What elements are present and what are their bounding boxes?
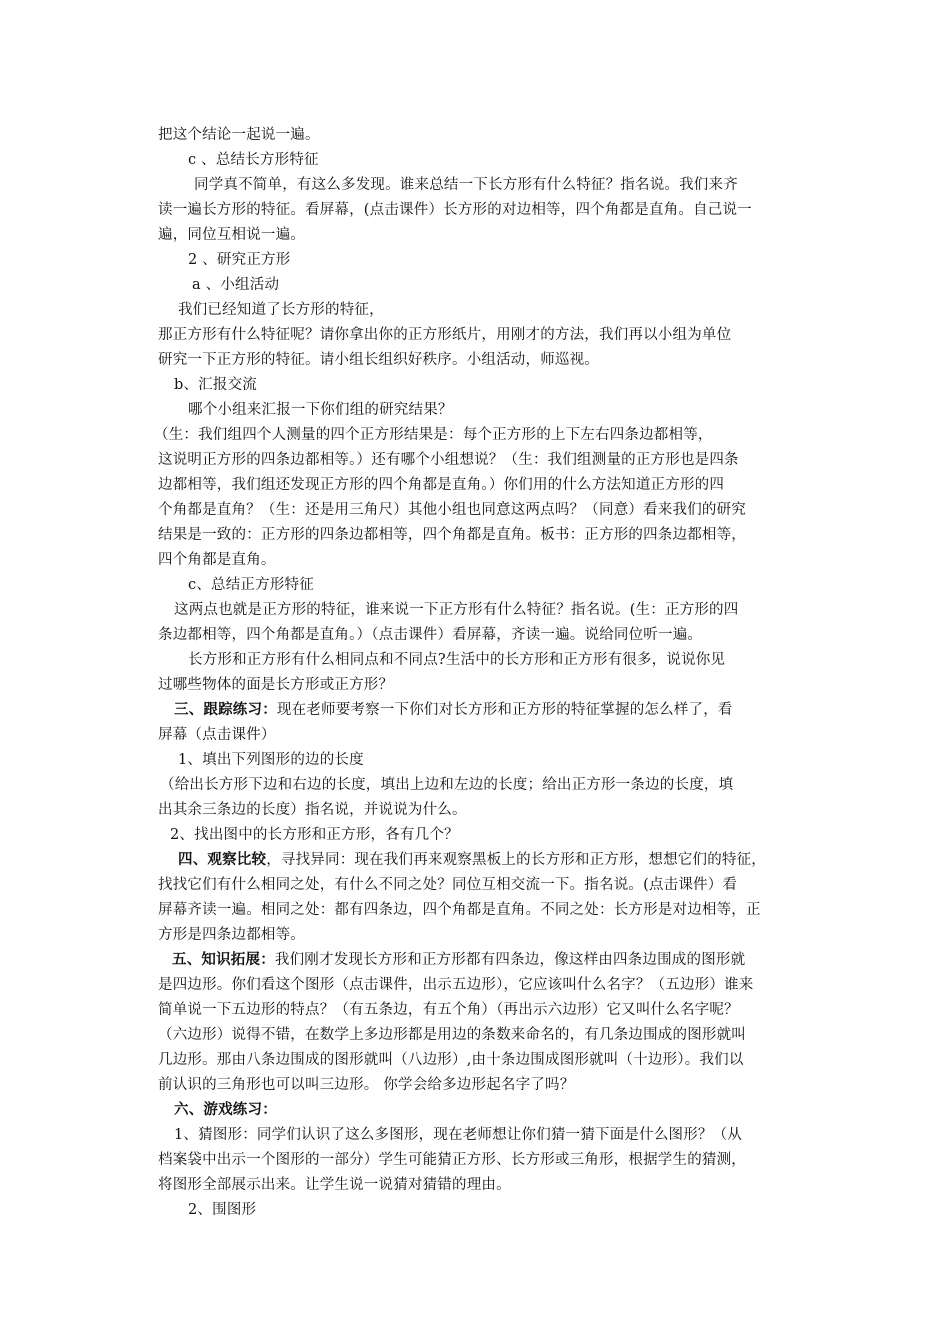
text-line bbox=[158, 978, 808, 993]
text-line bbox=[188, 578, 838, 593]
text-line bbox=[158, 328, 808, 343]
section-heading: 五、知识拓展： bbox=[172, 951, 275, 968]
text-line bbox=[178, 853, 828, 868]
text-line bbox=[174, 1103, 824, 1118]
text-line bbox=[158, 1178, 808, 1193]
text-line bbox=[158, 878, 808, 893]
line-text: （给出长方形下边和右边的长度，填出上边和左边的长度；给出正方形一条边的长度，填 bbox=[160, 777, 734, 793]
line-text: 2、围图形 bbox=[188, 1202, 257, 1218]
text-line bbox=[158, 203, 808, 218]
line-text: （六边形）说得不错，在数学上多边形都是用边的条数来命名的，有几条边围成的图形就叫 bbox=[158, 1027, 746, 1043]
line-text: c 、总结长方形特征 bbox=[188, 152, 319, 168]
line-text: 边都相等，我们组还发现正方形的四个角都是直角。）你们用的什么方法知道正方形的四 bbox=[158, 477, 725, 493]
line-text: （生：我们组四个人测量的四个正方形结果是：每个正方形的上下左右四条边都相等， bbox=[154, 427, 713, 443]
line-text: 1、猜图形：同学们认识了这么多图形，现在老师想让你们猜一猜下面是什么图形？（从 bbox=[174, 1127, 743, 1143]
line-text: 把这个结论一起说一遍。 bbox=[158, 127, 320, 143]
text-line bbox=[170, 828, 820, 843]
text-line bbox=[178, 303, 828, 318]
section-heading: 六、游戏练习： bbox=[174, 1101, 277, 1118]
text-line bbox=[188, 1203, 838, 1218]
line-text: a 、小组活动 bbox=[192, 277, 280, 293]
line-text: 这说明正方形的四条边都相等。）还有哪个小组想说？（生：我们组测量的正方形也是四条 bbox=[158, 452, 739, 468]
line-text: 哪个小组来汇报一下你们组的研究结果？ bbox=[188, 402, 453, 418]
line-text: 屏幕齐读一遍。相同之处：都有四条边，四个角都是直角。不同之处：长方形是对边相等，正 bbox=[158, 902, 761, 918]
line-text: 四个角都是直角。 bbox=[158, 552, 276, 568]
text-line bbox=[158, 553, 808, 568]
line-text: 我们刚才发现长方形和正方形都有四条边，像这样由四条边围成的图形就 bbox=[274, 952, 746, 968]
line-text: 出其余三条边的长度）指名说，并说说为什么。 bbox=[158, 802, 467, 818]
text-line bbox=[158, 528, 808, 543]
line-text: 2 、研究正方形 bbox=[188, 252, 291, 268]
text-line bbox=[158, 453, 808, 468]
text-line bbox=[158, 628, 808, 643]
text-line bbox=[174, 1128, 824, 1143]
text-line bbox=[158, 728, 808, 743]
line-text: 条边都相等，四个角都是直角。）（点击课件）看屏幕，齐读一遍。说给同位听一遍。 bbox=[158, 627, 703, 643]
line-text: ，寻找异同：现在我们再来观察黑板上的长方形和正方形，想想它们的特征， bbox=[266, 852, 766, 868]
text-line bbox=[188, 653, 838, 668]
text-line bbox=[158, 128, 808, 143]
line-text: 结果是一致的：正方形的四条边都相等，四个角都是直角。板书：正方形的四条边都相等， bbox=[158, 527, 746, 543]
text-line bbox=[188, 403, 838, 418]
text-line bbox=[158, 228, 808, 243]
text-line bbox=[192, 278, 842, 293]
line-text: 那正方形有什么特征呢？请你拿出你的正方形纸片，用刚才的方法，我们再以小组为单位 bbox=[158, 327, 732, 343]
text-line bbox=[158, 803, 808, 818]
line-text: 2、找出图中的长方形和正方形，各有几个？ bbox=[170, 827, 459, 843]
line-text: 方形是四条边都相等。 bbox=[158, 927, 305, 943]
line-text: 遍，同位互相说一遍。 bbox=[158, 227, 305, 243]
text-line bbox=[174, 603, 824, 618]
text-line bbox=[178, 753, 828, 768]
line-text: 长方形和正方形有什么相同点和不同点?生活中的长方形和正方形有很多，说说你见 bbox=[188, 652, 726, 668]
line-text: 简单说一下五边形的特点？（有五条边，有五个角）（再出示六边形）它又叫什么名字呢？ bbox=[158, 1002, 739, 1018]
text-line bbox=[158, 1028, 808, 1043]
text-line bbox=[160, 778, 810, 793]
text-line bbox=[158, 478, 808, 493]
line-text: 读一遍长方形的特征。看屏幕，(点击课件）长方形的对边相等，四个角都是直角。自己说一 bbox=[158, 202, 752, 218]
line-text: 档案袋中出示一个图形的一部分）学生可能猜正方形、长方形或三角形，根据学生的猜测， bbox=[158, 1152, 746, 1168]
text-line bbox=[172, 953, 822, 968]
line-text: 是四边形。你们看这个图形（点击课件，出示五边形），它应该叫什么名字？（五边形）谁来 bbox=[158, 977, 754, 993]
line-text: 同学真不简单，有这么多发现。谁来总结一下长方形有什么特征？指名说。我们来齐 bbox=[194, 177, 738, 193]
line-text: 过哪些物体的面是长方形或正方形？ bbox=[158, 677, 394, 693]
section-heading: 三、跟踪练习： bbox=[174, 701, 277, 718]
text-line bbox=[158, 1078, 808, 1093]
line-text: 这两点也就是正方形的特征，谁来说一下正方形有什么特征？指名说。(生：正方形的四 bbox=[174, 602, 739, 618]
text-line bbox=[188, 153, 838, 168]
text-line bbox=[158, 1153, 808, 1168]
line-text: c、总结正方形特征 bbox=[188, 577, 314, 593]
text-line bbox=[154, 428, 804, 443]
text-line bbox=[158, 1003, 808, 1018]
line-text: 研究一下正方形的特征。请小组长组织好秩序。小组活动，师巡视。 bbox=[158, 352, 599, 368]
text-line bbox=[158, 903, 808, 918]
line-text: b、汇报交流 bbox=[174, 377, 257, 393]
line-text: 前认识的三角形也可以叫三边形。 你学会给多边形起名字了吗？ bbox=[158, 1077, 575, 1093]
text-line bbox=[194, 178, 844, 193]
line-text: 将图形全部展示出来。让学生说一说猜对猜错的理由。 bbox=[158, 1177, 511, 1193]
line-text: 找找它们有什么相同之处，有什么不同之处？同位互相交流一下。指名说。(点击课件）看 bbox=[158, 877, 738, 893]
text-line bbox=[158, 928, 808, 943]
text-line bbox=[158, 678, 808, 693]
text-line bbox=[158, 353, 808, 368]
line-text: 现在老师要考察一下你们对长方形和正方形的特征掌握的怎么样了，看 bbox=[276, 702, 733, 718]
section-heading: 四、观察比较 bbox=[178, 851, 267, 868]
line-text: 屏幕（点击课件） bbox=[158, 727, 276, 743]
text-line bbox=[158, 1053, 808, 1068]
text-line bbox=[158, 503, 808, 518]
text-line bbox=[174, 703, 824, 718]
text-line bbox=[174, 378, 824, 393]
line-text: 我们已经知道了长方形的特征， bbox=[178, 302, 384, 318]
line-text: 1、填出下列图形的边的长度 bbox=[178, 752, 364, 768]
line-text: 几边形。那由八条边围成的图形就叫（八边形）,由十条边围成图形就叫（十边形）。我们以 bbox=[158, 1052, 744, 1068]
text-line bbox=[188, 253, 838, 268]
line-text: 个角都是直角？（生：还是用三角尺）其他小组也同意这两点吗？（同意）看来我们的研究 bbox=[158, 502, 746, 518]
